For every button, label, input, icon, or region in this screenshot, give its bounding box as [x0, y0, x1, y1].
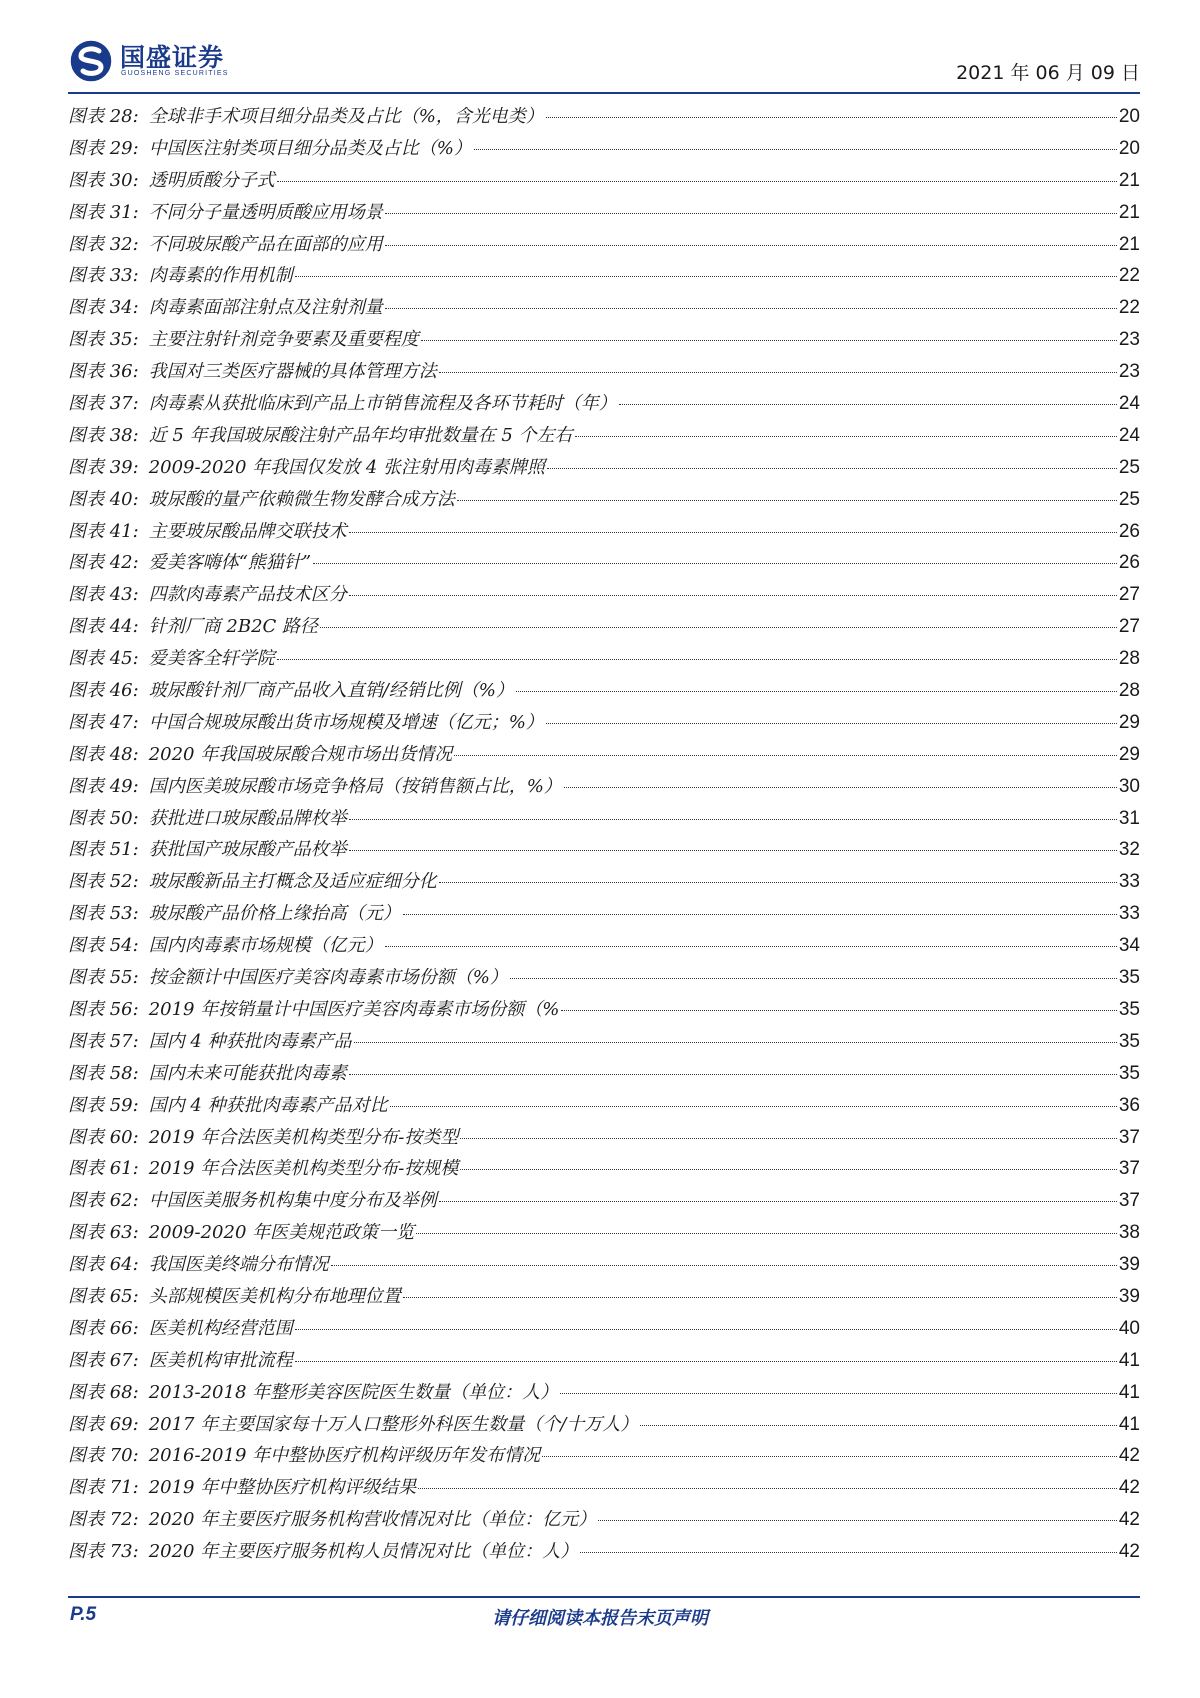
- toc-entry-page: 31: [1118, 807, 1140, 829]
- toc-entry-title: 不同玻尿酸产品在面部的应用: [148, 233, 383, 255]
- toc-dot-leader: [546, 723, 1117, 724]
- toc-entry-label: 图表 39:: [68, 456, 139, 478]
- toc-entry[interactable]: [68, 1091, 1140, 1123]
- toc-entry-label: 图表 57:: [68, 1030, 139, 1052]
- toc-dot-leader: [560, 1393, 1117, 1394]
- toc-entry[interactable]: [68, 134, 1140, 166]
- toc-entry-page: 27: [1118, 616, 1140, 638]
- toc-entry[interactable]: [68, 1154, 1140, 1186]
- toc-entry-label: 图表 63:: [68, 1222, 139, 1244]
- toc-entry-title: 不同分子量透明质酸应用场景: [148, 201, 383, 223]
- toc-entry-page: 42: [1118, 1509, 1140, 1531]
- toc-entry-title: 中国医注射类项目细分品类及占比（%）: [148, 137, 472, 159]
- toc-entry-page: 40: [1118, 1317, 1140, 1339]
- toc-entry[interactable]: [68, 1218, 1140, 1250]
- toc-entry-label: 图表 30:: [68, 169, 139, 191]
- toc-entry-label: 图表 41:: [68, 520, 139, 542]
- toc-dot-leader: [439, 882, 1117, 883]
- toc-entry-label: 图表 62:: [68, 1190, 139, 1212]
- toc-entry-title: 国内 4 种获批肉毒素产品对比: [148, 1094, 388, 1116]
- footer-divider: [68, 1596, 1140, 1598]
- company-logo: [68, 36, 268, 86]
- toc-dot-leader: [277, 659, 1117, 660]
- toc-entry-label: 图表 65:: [68, 1285, 139, 1307]
- toc-entry-title: 2019 年中整协医疗机构评级结果: [148, 1477, 417, 1499]
- toc-dot-leader: [385, 308, 1117, 309]
- toc-entry-title: 2020 年主要医疗服务机构营收情况对比（单位：亿元）: [148, 1509, 597, 1531]
- toc-entry-label: 图表 73:: [68, 1541, 139, 1563]
- toc-entry-label: 图表 50:: [68, 807, 139, 829]
- toc-entry-page: 23: [1118, 361, 1140, 383]
- toc-dot-leader: [561, 1010, 1117, 1011]
- logo-english-name: GUOSHENG SECURITIES: [121, 70, 229, 77]
- toc-entry-label: 图表 32:: [68, 233, 139, 255]
- toc-entry-label: 图表 55:: [68, 967, 139, 989]
- toc-entry[interactable]: [68, 1378, 1140, 1410]
- toc-dot-leader: [385, 213, 1117, 214]
- toc-entry-label: 图表 48:: [68, 743, 139, 765]
- toc-dot-leader: [439, 1201, 1117, 1202]
- toc-entry-page: 26: [1118, 552, 1140, 574]
- toc-entry-title: 2019 年合法医美机构类型分布-按规模: [148, 1158, 459, 1180]
- toc-entry-title: 2020 年我国玻尿酸合规市场出货情况: [148, 743, 453, 765]
- toc-entry[interactable]: [68, 995, 1140, 1027]
- toc-entry-title: 获批进口玻尿酸品牌枚举: [148, 807, 347, 829]
- toc-entry-page: 25: [1118, 456, 1140, 478]
- toc-entry-page: 24: [1118, 393, 1140, 415]
- toc-dot-leader: [349, 1074, 1117, 1075]
- toc-entry-label: 图表 54:: [68, 935, 139, 957]
- toc-entry-page: 34: [1118, 935, 1140, 957]
- toc-entry-title: 透明质酸分子式: [148, 169, 275, 191]
- toc-dot-leader: [457, 500, 1117, 501]
- toc-dot-leader: [421, 340, 1117, 341]
- toc-entry[interactable]: [68, 931, 1140, 963]
- toc-entry[interactable]: [68, 1314, 1140, 1346]
- toc-entry-page: 30: [1118, 775, 1140, 797]
- header-divider: [68, 92, 1140, 94]
- toc-entry-page: 41: [1118, 1413, 1140, 1435]
- toc-entry-title: 2013-2018 年整形美容医院医生数量（单位：人）: [148, 1381, 559, 1403]
- toc-entry[interactable]: [68, 1537, 1140, 1569]
- toc-entry[interactable]: [68, 772, 1140, 804]
- toc-entry-label: 图表 29:: [68, 137, 139, 159]
- toc-entry[interactable]: [68, 230, 1140, 262]
- toc-entry-label: 图表 61:: [68, 1158, 139, 1180]
- toc-entry-label: 图表 64:: [68, 1254, 139, 1276]
- toc-entry-page: 39: [1118, 1285, 1140, 1307]
- toc-entry-page: 20: [1118, 137, 1140, 159]
- toc-entry-title: 国内 4 种获批肉毒素产品: [148, 1030, 352, 1052]
- toc-entry-page: 33: [1118, 903, 1140, 925]
- toc-entry-title: 四款肉毒素产品技术区分: [148, 584, 347, 606]
- toc-entry[interactable]: [68, 835, 1140, 867]
- toc-dot-leader: [418, 1488, 1117, 1489]
- toc-dot-leader: [295, 1329, 1117, 1330]
- toc-entry-label: 图表 52:: [68, 871, 139, 893]
- toc-entry-title: 针剂厂商 2B2C 路径: [148, 616, 319, 638]
- toc-entry[interactable]: [68, 1505, 1140, 1537]
- toc-entry-label: 图表 71:: [68, 1477, 139, 1499]
- toc-entry-page: 41: [1118, 1349, 1140, 1371]
- toc-entry-label: 图表 59:: [68, 1094, 139, 1116]
- toc-entry-title: 主要注射针剂竞争要素及重要程度: [148, 329, 419, 351]
- toc-entry[interactable]: [68, 102, 1140, 134]
- toc-entry-page: 41: [1118, 1381, 1140, 1403]
- toc-dot-leader: [349, 850, 1117, 851]
- toc-dot-leader: [349, 595, 1117, 596]
- toc-entry-page: 38: [1118, 1222, 1140, 1244]
- toc-entry-page: 28: [1118, 680, 1140, 702]
- toc-entry-label: 图表 33:: [68, 265, 139, 287]
- toc-entry-page: 26: [1118, 520, 1140, 542]
- toc-dot-leader: [516, 691, 1117, 692]
- toc-entry-title: 国内肉毒素市场规模（亿元）: [148, 935, 383, 957]
- toc-entry-page: 29: [1118, 711, 1140, 733]
- toc-entry-title: 爱美客嗨体“熊猫针”: [148, 552, 312, 574]
- toc-entry-title: 肉毒素的作用机制: [148, 265, 293, 287]
- toc-entry-title: 玻尿酸产品价格上缘抬高（元）: [148, 903, 401, 925]
- toc-entry-page: 24: [1118, 424, 1140, 446]
- toc-dot-leader: [313, 563, 1117, 564]
- toc-entry-page: 42: [1118, 1445, 1140, 1467]
- toc-entry-page: 42: [1118, 1477, 1140, 1499]
- toc-dot-leader: [454, 755, 1117, 756]
- toc-entry[interactable]: [68, 261, 1140, 293]
- toc-entry[interactable]: [68, 1441, 1140, 1473]
- toc-dot-leader: [295, 1361, 1117, 1362]
- toc-dot-leader: [331, 1265, 1117, 1266]
- toc-entry-page: 21: [1118, 233, 1140, 255]
- toc-entry-label: 图表 28:: [68, 106, 139, 127]
- toc-entry[interactable]: [68, 708, 1140, 740]
- toc-entry-label: 图表 67:: [68, 1349, 139, 1371]
- toc-dot-leader: [385, 245, 1117, 246]
- toc-dot-leader: [390, 1106, 1117, 1107]
- toc-entry[interactable]: [68, 740, 1140, 772]
- toc-entry-title: 医美机构经营范围: [148, 1317, 293, 1339]
- toc-entry-page: 21: [1118, 169, 1140, 191]
- toc-entry[interactable]: [68, 325, 1140, 357]
- toc-entry-page: 21: [1118, 201, 1140, 223]
- toc-entry-page: 35: [1118, 1030, 1140, 1052]
- toc-entry-label: 图表 58:: [68, 1062, 139, 1084]
- toc-entry-title: 玻尿酸的量产依赖微生物发酵合成方法: [148, 488, 455, 510]
- toc-entry-title: 中国医美服务机构集中度分布及举例: [148, 1190, 437, 1212]
- toc-entry-label: 图表 56:: [68, 998, 139, 1020]
- toc-entry-page: 22: [1118, 265, 1140, 287]
- toc-dot-leader: [320, 627, 1117, 628]
- toc-entry-page: 37: [1118, 1190, 1140, 1212]
- toc-entry-label: 图表 70:: [68, 1445, 139, 1467]
- toc-entry[interactable]: [68, 1473, 1140, 1505]
- toc-entry-title: 肉毒素面部注射点及注射剂量: [148, 297, 383, 319]
- toc-entry-page: 36: [1118, 1094, 1140, 1116]
- toc-entry-title: 爱美客全轩学院: [148, 648, 275, 670]
- toc-dot-leader: [619, 404, 1117, 405]
- toc-dot-leader: [295, 276, 1117, 277]
- toc-entry-page: 20: [1118, 106, 1140, 127]
- toc-entry[interactable]: [68, 1123, 1140, 1155]
- toc-entry[interactable]: [68, 676, 1140, 708]
- toc-dot-leader: [542, 1456, 1117, 1457]
- toc-entry[interactable]: [68, 1027, 1140, 1059]
- toc-entry-title: 2019 年合法医美机构类型分布-按类型: [148, 1126, 459, 1148]
- toc-entry-page: 35: [1118, 967, 1140, 989]
- toc-entry[interactable]: [68, 293, 1140, 325]
- toc-entry-title: 获批国产玻尿酸产品枚举: [148, 839, 347, 861]
- toc-entry-page: 28: [1118, 648, 1140, 670]
- toc-entry-label: 图表 46:: [68, 680, 139, 702]
- toc-entry-page: 23: [1118, 329, 1140, 351]
- toc-dot-leader: [349, 532, 1117, 533]
- toc-dot-leader: [564, 787, 1117, 788]
- report-date: 2021 年 06 月 09 日: [956, 62, 1140, 84]
- toc-entry-label: 图表 68:: [68, 1381, 139, 1403]
- toc-dot-leader: [575, 436, 1117, 437]
- toc-dot-leader: [510, 978, 1117, 979]
- logo-chinese-name: 国盛证券: [120, 43, 225, 72]
- toc-entry-label: 图表 36:: [68, 361, 139, 383]
- toc-entry-label: 图表 40:: [68, 488, 139, 510]
- toc-entry-title: 我国对三类医疗器械的具体管理方法: [148, 361, 437, 383]
- toc-dot-leader: [354, 1042, 1117, 1043]
- toc-entry-label: 图表 69:: [68, 1413, 139, 1435]
- toc-entry-title: 头部规模医美机构分布地理位置: [148, 1285, 401, 1307]
- toc-entry-title: 2020 年主要医疗服务机构人员情况对比（单位：人）: [148, 1541, 579, 1563]
- toc-entry-page: 29: [1118, 743, 1140, 765]
- toc-entry-label: 图表 47:: [68, 711, 139, 733]
- toc-entry[interactable]: [68, 1346, 1140, 1378]
- toc-entry-label: 图表 72:: [68, 1509, 139, 1531]
- toc-entry[interactable]: [68, 517, 1140, 549]
- toc-dot-leader: [349, 819, 1117, 820]
- toc-entry-title: 全球非手术项目细分品类及占比（%，含光电类）: [148, 106, 544, 127]
- toc-entry-label: 图表 35:: [68, 329, 139, 351]
- toc-entry[interactable]: [68, 804, 1140, 836]
- toc-entry[interactable]: [68, 453, 1140, 485]
- toc-entry-page: 33: [1118, 871, 1140, 893]
- toc-entry-title: 2009-2020 年我国仅发放 4 张注射用肉毒素牌照: [148, 456, 546, 478]
- guosheng-logo-icon: [68, 38, 114, 84]
- toc-entry[interactable]: [68, 963, 1140, 995]
- page-header: [68, 30, 1140, 88]
- toc-dot-leader: [474, 149, 1117, 150]
- toc-dot-leader: [416, 1233, 1117, 1234]
- toc-entry-label: 图表 37:: [68, 393, 139, 415]
- toc-dot-leader: [547, 468, 1117, 469]
- toc-entry-page: 35: [1118, 1062, 1140, 1084]
- toc-dot-leader: [546, 117, 1117, 118]
- toc-entry-label: 图表 34:: [68, 297, 139, 319]
- disclaimer-note: 请仔细阅读本报告末页声明: [492, 1608, 708, 1629]
- toc-entry-title: 近 5 年我国玻尿酸注射产品年均审批数量在 5 个左右: [148, 424, 573, 446]
- toc-entry-title: 我国医美终端分布情况: [148, 1254, 329, 1276]
- toc-entry-label: 图表 49:: [68, 775, 139, 797]
- toc-entry-label: 图表 38:: [68, 424, 139, 446]
- toc-entry[interactable]: [68, 867, 1140, 899]
- toc-entry-title: 主要玻尿酸品牌交联技术: [148, 520, 347, 542]
- toc-entry-label: 图表 66:: [68, 1317, 139, 1339]
- toc-entry[interactable]: [68, 1059, 1140, 1091]
- toc-entry-title: 2016-2019 年中整协医疗机构评级历年发布情况: [148, 1445, 541, 1467]
- toc-entry[interactable]: [68, 421, 1140, 453]
- toc-entry[interactable]: [68, 389, 1140, 421]
- toc-entry-title: 肉毒素从获批临床到产品上市销售流程及各环节耗时（年）: [148, 393, 617, 415]
- toc-entry-title: 2009-2020 年医美规范政策一览: [148, 1222, 415, 1244]
- toc-dot-leader: [460, 1138, 1117, 1139]
- toc-entry-page: 27: [1118, 584, 1140, 606]
- toc-entry[interactable]: [68, 485, 1140, 517]
- toc-dot-leader: [580, 1552, 1117, 1553]
- toc-entry[interactable]: [68, 899, 1140, 931]
- toc-entry-title: 按金额计中国医疗美容肉毒素市场份额（%）: [148, 967, 508, 989]
- toc-dot-leader: [403, 1297, 1117, 1298]
- toc-entry-label: 图表 31:: [68, 201, 139, 223]
- figure-index-list: [68, 102, 1140, 1569]
- toc-entry-title: 玻尿酸针剂厂商产品收入直销/经销比例（%）: [148, 680, 514, 702]
- toc-entry-title: 医美机构审批流程: [148, 1349, 293, 1371]
- toc-entry[interactable]: [68, 1186, 1140, 1218]
- toc-dot-leader: [439, 372, 1117, 373]
- toc-dot-leader: [277, 181, 1117, 182]
- toc-entry[interactable]: [68, 357, 1140, 389]
- toc-entry-label: 图表 43:: [68, 584, 139, 606]
- toc-entry[interactable]: [68, 580, 1140, 612]
- toc-entry-label: 图表 42:: [68, 552, 139, 574]
- toc-entry-label: 图表 51:: [68, 839, 139, 861]
- toc-entry-title: 国内未来可能获批肉毒素: [148, 1062, 347, 1084]
- toc-entry-page: 42: [1118, 1541, 1140, 1563]
- toc-entry[interactable]: [68, 548, 1140, 580]
- toc-entry[interactable]: [68, 644, 1140, 676]
- toc-entry-page: 35: [1118, 998, 1140, 1020]
- toc-entry-page: 37: [1118, 1126, 1140, 1148]
- toc-entry[interactable]: [68, 612, 1140, 644]
- toc-entry-title: 2017 年主要国家每十万人口整形外科医生数量（个/十万人）: [148, 1413, 639, 1435]
- toc-entry[interactable]: [68, 166, 1140, 198]
- toc-entry-label: 图表 45:: [68, 648, 139, 670]
- toc-entry-page: 32: [1118, 839, 1140, 861]
- toc-entry-label: 图表 44:: [68, 616, 139, 638]
- toc-dot-leader: [403, 914, 1117, 915]
- toc-entry[interactable]: [68, 1282, 1140, 1314]
- toc-entry-title: 中国合规玻尿酸出货市场规模及增速（亿元；%）: [148, 711, 544, 733]
- page-number: P.5: [70, 1604, 97, 1625]
- toc-dot-leader: [460, 1169, 1117, 1170]
- toc-entry-title: 玻尿酸新品主打概念及适应症细分化: [148, 871, 437, 893]
- toc-entry[interactable]: [68, 1250, 1140, 1282]
- toc-entry-label: 图表 60:: [68, 1126, 139, 1148]
- toc-entry-label: 图表 53:: [68, 903, 139, 925]
- toc-entry[interactable]: [68, 1410, 1140, 1442]
- toc-entry[interactable]: [68, 198, 1140, 230]
- toc-entry-page: 39: [1118, 1254, 1140, 1276]
- toc-entry-page: 37: [1118, 1158, 1140, 1180]
- toc-entry-title: 2019 年按销量计中国医疗美容肉毒素市场份额（%: [148, 998, 560, 1020]
- toc-dot-leader: [598, 1520, 1117, 1521]
- toc-entry-page: 22: [1118, 297, 1140, 319]
- toc-dot-leader: [640, 1425, 1117, 1426]
- toc-dot-leader: [385, 946, 1117, 947]
- toc-entry-page: 25: [1118, 488, 1140, 510]
- toc-entry-title: 国内医美玻尿酸市场竞争格局（按销售额占比，%）: [148, 775, 562, 797]
